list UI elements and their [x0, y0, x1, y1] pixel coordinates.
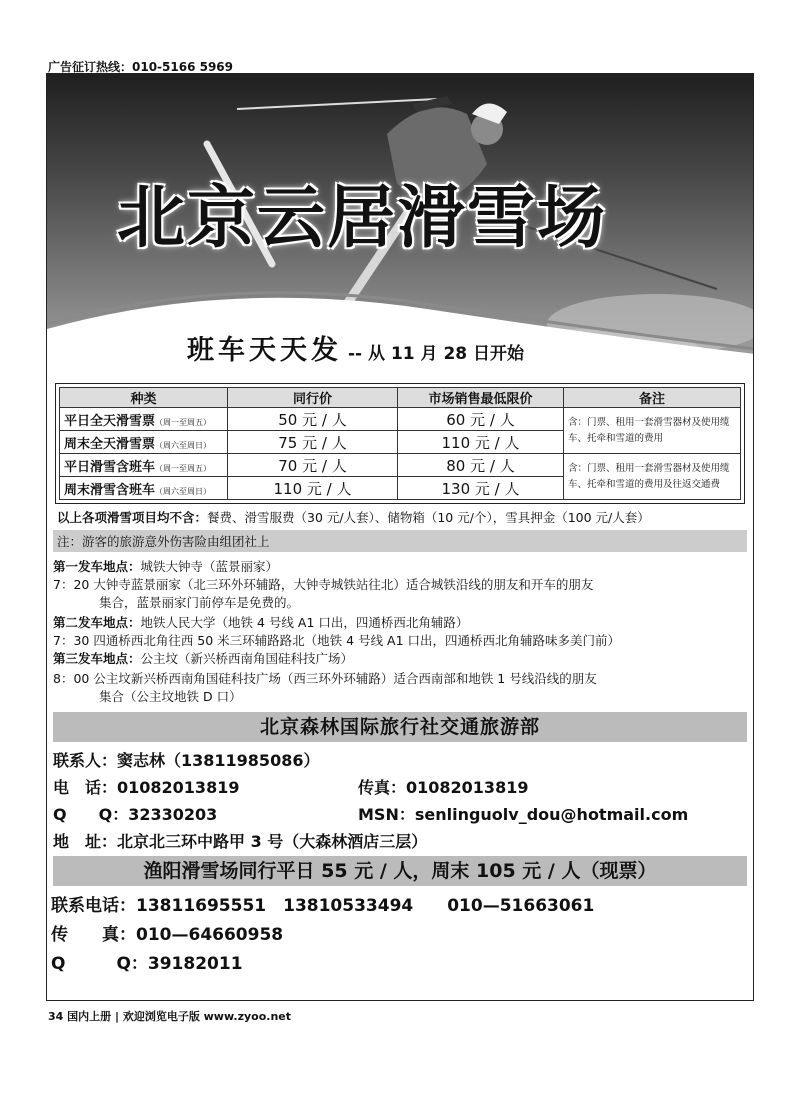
yuyang-price-bar: 渔阳滑雪场同行平日 55 元 / 人，周末 105 元 / 人（现票） — [53, 856, 747, 886]
shuttle-daily-text: 班车天天发 — [187, 335, 342, 366]
third-stop-place: 公主坟（新兴桥西南角国硅科技广场） — [140, 651, 354, 666]
page-footer: 34 国内上册 | 欢迎浏览电子版 www.zyoo.net — [48, 1010, 292, 1023]
hero-banner — [47, 74, 753, 379]
second-stop-place: 地铁人民大学（地铁 4 号线 A1 口出，四通桥西北角辅路） — [140, 615, 469, 630]
ticket-kind: 周末全天滑雪票（周六至周日） — [60, 431, 228, 454]
price-table-wrapper — [55, 383, 745, 504]
first-stop-label: 第一发车地点： — [53, 559, 141, 574]
yuyang-fax: 传 真：010—64660958 — [51, 925, 284, 945]
peer-price: 75 元 / 人 — [228, 431, 398, 454]
col-header-remark: 备注 — [564, 388, 741, 408]
ticket-kind: 平日全天滑雪票（周一至周五） — [60, 408, 228, 431]
exclusions-line — [47, 504, 753, 526]
market-price: 80 元 / 人 — [398, 454, 564, 477]
yuyang-phone: 联系电话：13811695551 13810533494 010—51663061 — [51, 896, 595, 916]
contact-person: 联系人：窦志林（13811985086） — [53, 751, 320, 770]
second-stop-label: 第二发车地点： — [53, 615, 141, 630]
agency-qq: Q Q：32330203 — [53, 805, 218, 824]
first-stop-detail: 7：20 大钟寺蓝景丽家（北三环外环辅路，大钟寺城铁站往北）适合城铁沿线的朋友和开车的朋友 — [53, 577, 594, 592]
peer-price: 110 元 / 人 — [228, 477, 398, 500]
resort-title: 北京云居滑雪场 — [117, 179, 608, 258]
shuttle-routes — [47, 552, 753, 706]
yuyang-contact — [47, 886, 753, 976]
ticket-kind: 平日滑雪含班车（周一至周五） — [60, 454, 228, 477]
first-stop-place: 城铁大钟寺（蓝景丽家） — [140, 559, 279, 574]
ad-hotline: 广告征订热线：010-5166 5969 — [48, 60, 234, 74]
yuyang-qq: Q Q：39182011 — [51, 954, 243, 974]
col-header-kind: 种类 — [60, 388, 228, 408]
agency-phone: 电 话：01082013819 — [53, 778, 240, 797]
agency-address: 地 址：北京北三环中路甲 3 号（大森林酒店三层） — [53, 832, 428, 851]
table-row — [60, 454, 741, 477]
table-header-row — [60, 388, 741, 408]
ticket-kind: 周末滑雪含班车（周六至周日） — [60, 477, 228, 500]
agency-name-bar: 北京森林国际旅行社交通旅游部 — [53, 712, 747, 742]
second-stop-detail: 7：30 四通桥西北角往西 50 米三环辅路路北（地铁 4 号线 A1 口出，四通桥西北角辅路味多美门前） — [53, 633, 621, 648]
remark-cell: 含：门票、租用一套滑雪器材及使用缆车、托牵和雪道的费用及往返交通费 — [564, 454, 741, 500]
agency-contact — [47, 742, 753, 854]
third-stop-detail: 8：00 公主坟新兴桥西南角国硅科技广场（西三环外环辅路）适合西南部和地铁 1 号线沿线的朋友 — [53, 671, 597, 686]
market-price: 110 元 / 人 — [398, 431, 564, 454]
peer-price: 50 元 / 人 — [228, 408, 398, 431]
market-price: 60 元 / 人 — [398, 408, 564, 431]
market-price: 130 元 / 人 — [398, 477, 564, 500]
insurance-note: 注：游客的旅游意外伤害险由组团社上 — [53, 530, 747, 552]
third-stop-label: 第三发车地点： — [53, 651, 141, 666]
col-header-market-price: 市场销售最低限价 — [398, 388, 564, 408]
table-row — [60, 408, 741, 431]
col-header-peer-price: 同行价 — [228, 388, 398, 408]
exclusions-text: 餐费、滑雪服费（30 元/人套）、储物箱（10 元/个），雪具押金（100 元/人套） — [207, 510, 650, 525]
agency-fax: 传真：01082013819 — [358, 778, 529, 797]
third-stop-detail-cont: 集合（公主坟地铁 D 口） — [99, 689, 242, 704]
price-table — [59, 387, 741, 500]
shuttle-headline — [187, 328, 524, 367]
ad-frame — [46, 73, 754, 1001]
peer-price: 70 元 / 人 — [228, 454, 398, 477]
exclusions-label: 以上各项滑雪项目均不含： — [57, 510, 208, 525]
start-date-text: -- 从 11 月 28 日开始 — [348, 344, 525, 364]
first-stop-detail-cont: 集合，蓝景丽家门前停车是免费的。 — [99, 595, 300, 610]
agency-msn: MSN：senlinguolv_dou@hotmail.com — [358, 805, 689, 824]
remark-cell: 含：门票、租用一套滑雪器材及使用缆车、托牵和雪道的费用 — [564, 408, 741, 454]
